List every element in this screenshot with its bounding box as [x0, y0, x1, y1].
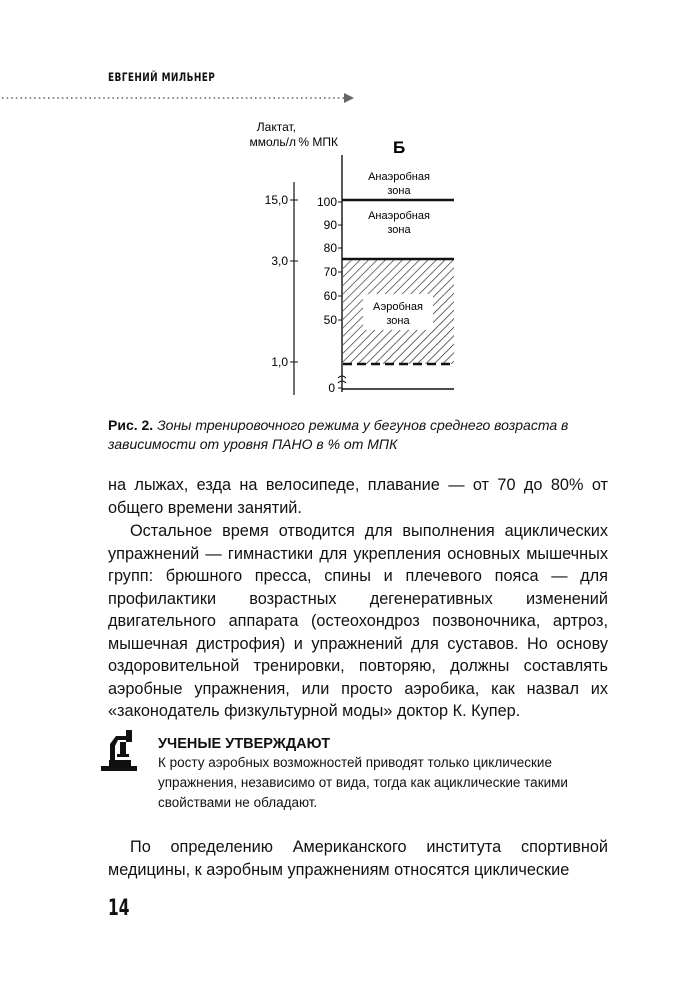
paragraph: на лыжах, езда на велосипеде, плавание — от 70 до 80% от общего времени занятий.: [108, 476, 608, 517]
vo2-tick-label: 70: [323, 265, 337, 279]
lactate-axis-label-line2: ммоль/л: [249, 135, 296, 149]
microscope-icon: [96, 726, 142, 774]
lactate-tick-label: 15,0: [264, 193, 288, 207]
zone-label-middle: Анаэробная: [368, 210, 430, 222]
figure-caption: [108, 416, 608, 454]
vo2-tick-label: 90: [323, 218, 337, 232]
vo2-tick-label: 50: [323, 313, 337, 327]
lactate-tick-label: 1,0: [271, 355, 288, 369]
caption-lead: Рис. 2.: [108, 417, 154, 433]
panel-label: Б: [393, 138, 406, 157]
zone-label-upper: Анаэробная: [368, 171, 430, 183]
zone-label-aerobic: зона: [386, 315, 410, 327]
zone-label-upper: зона: [387, 185, 411, 197]
vo2-tick-label: 100: [316, 195, 337, 209]
vo2-tick-label: 0: [328, 381, 335, 395]
training-zones-figure: [0, 0, 681, 420]
lactate-tick-label: 3,0: [271, 254, 288, 268]
running-header-author: ЕВГЕНИЙ МИЛЬНЕР: [108, 70, 216, 84]
vo2-tick-label: 80: [323, 241, 337, 255]
paragraph: По определению Американского института спортивной медицины, к аэробным упражнениям относятся циклические: [108, 838, 608, 879]
vo2-tick-label: 60: [323, 289, 337, 303]
callout-text: К росту аэробных возможностей приводят только циклические упражнения, независимо от вида, тогда как ациклические такими свойствами не обладают.: [158, 755, 568, 810]
zone-label-aerobic: Аэробная: [373, 301, 423, 313]
page-number: 14: [108, 896, 130, 921]
callout-title: УЧЕНЫЕ УТВЕРЖДАЮТ: [158, 736, 331, 752]
zone-label-middle: зона: [387, 224, 411, 236]
vo2-axis-label: % МПК: [298, 135, 338, 149]
lactate-axis-label-line1: Лактат,: [256, 120, 296, 134]
paragraph: Остальное время отводится для выполнения ациклических упражнений — гимнастики для укрепления основных мышечных групп: брюшного пресса, спины и плечевого пояса — для профилактики возрастных дегенеративных изменений двигательного аппарата (остеохондроз позвоночника, артроз, мышечная дистрофия) и упражнений для суставов. Но основу оздоровительной тренировки, повторяю, должны составлять аэробные упражнения, или просто аэробика, как назвал их «законодатель физкультурной моды» доктор К. Купер.: [108, 522, 608, 720]
caption-text: Зоны тренировочного режима у бегунов среднего возраста в зависимости от уровня ПАНО в % от МПК: [108, 417, 569, 452]
